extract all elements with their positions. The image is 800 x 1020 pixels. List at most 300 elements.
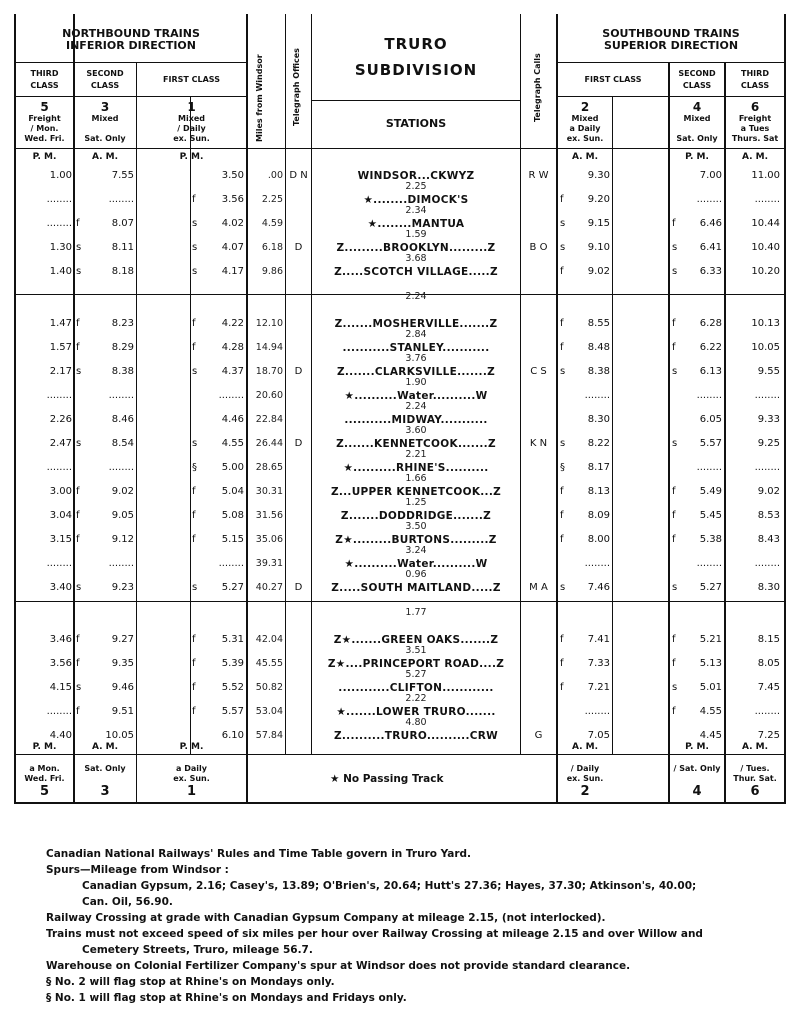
train-t1-foot-days: a Daily (176, 764, 207, 773)
train-t4-foot-days: / Sat. Only (673, 764, 721, 773)
train-4-time: ........ (696, 194, 722, 205)
note-warehouse-clearance: Warehouse on Colonial Fertilizer Company's spur at Windsor does not provide standard clearance. (46, 960, 631, 972)
train-t6-foot-number: 6 (750, 784, 760, 799)
train-t6-foot-days2: Thur. Sat. (733, 774, 777, 783)
train-5-time: ........ (46, 218, 72, 229)
train-1-flag: f (192, 682, 196, 693)
train-1-time: 5.15 (221, 534, 244, 545)
train-2-time: 9.02 (587, 266, 610, 277)
mileage: 40.27 (255, 582, 283, 593)
station-distance: 2.21 (405, 449, 427, 460)
train-4-time: 6.33 (699, 266, 722, 277)
train-5-time: 2.47 (49, 438, 72, 449)
train-3-time: 9.27 (111, 634, 134, 645)
train-t2-type: Mixed (571, 114, 599, 123)
train-4-time: 7.00 (699, 170, 722, 181)
train-4-time: ........ (696, 390, 722, 401)
train-6-time: 10.13 (751, 318, 780, 329)
train-3-flag: f (76, 706, 80, 717)
no-passing-legend: ★ No Passing Track (330, 773, 444, 785)
train-1-time: 5.00 (221, 462, 244, 473)
station-name: Z.......MOSHERVILLE.......Z (334, 318, 498, 330)
train-4-flag: s (672, 582, 678, 593)
station-distance: 2.25 (405, 181, 427, 192)
note-speed-limit: Trains must not exceed speed of six miles per hour over Railway Crossing at mileage 2.15 and over Willow and (46, 928, 703, 940)
train-t2-time-bottom: A. M. (571, 742, 599, 752)
train-5-time: 4.15 (49, 682, 72, 693)
train-1-flag: s (192, 366, 198, 377)
train-1-flag: s (192, 218, 198, 229)
train-t3-number: 3 (100, 100, 110, 114)
train-2-flag: f (560, 534, 564, 545)
train-6-time: 7.45 (757, 682, 780, 693)
train-3-flag: f (76, 658, 80, 669)
train-2-time: 7.05 (587, 730, 610, 741)
train-1-time: 5.08 (221, 510, 244, 521)
train-t3-foot-days: Sat. Only (84, 764, 126, 773)
train-1-flag: s (192, 242, 198, 253)
train-2-time: 9.30 (587, 170, 610, 181)
train-t1-days: / Daily (177, 124, 206, 133)
train-2-flag: f (560, 658, 564, 669)
train-t3-days2: Sat. Only (84, 134, 126, 143)
south-first-class: FIRST CLASS (584, 75, 642, 84)
telegraph-call: R W (528, 170, 549, 181)
train-t6-time-bottom: A. M. (741, 742, 769, 752)
train-5-time: 2.17 (49, 366, 72, 377)
train-t2-foot-days: / Daily (570, 764, 600, 773)
mileage: 35.06 (255, 534, 283, 545)
train-2-time: 8.30 (587, 414, 610, 425)
train-4-time: ........ (696, 558, 722, 569)
train-5-time: 1.40 (49, 266, 72, 277)
train-5-time: 1.57 (49, 342, 72, 353)
train-4-time: 6.41 (699, 242, 722, 253)
train-t1-foot-number: 1 (186, 784, 197, 799)
train-4-flag: s (672, 266, 678, 277)
mileage: 20.60 (255, 390, 283, 401)
mileage: 12.10 (255, 318, 283, 329)
notes-section (46, 846, 786, 1006)
train-5-time: ........ (46, 706, 72, 717)
train-4-time: 6.05 (699, 414, 722, 425)
train-3-flag: f (76, 510, 80, 521)
station-name: ............CLIFTON............ (338, 682, 494, 694)
note-spurs-list-cont: Can. Oil, 56.90. (82, 896, 173, 908)
train-3-time: 8.29 (111, 342, 134, 353)
telegraph-call: G (534, 730, 543, 741)
train-4-flag: f (672, 634, 676, 645)
train-3-time: 9.23 (111, 582, 134, 593)
train-t1-time-bottom: P. M. (179, 742, 204, 752)
train-t5-type: Freight (28, 114, 61, 123)
train-6-time: 10.20 (751, 266, 780, 277)
train-1-time: 3.50 (221, 170, 244, 181)
mileage: 57.84 (255, 730, 283, 741)
train-4-time: 5.21 (699, 634, 722, 645)
train-4-flag: f (672, 486, 676, 497)
train-4-time: 5.45 (699, 510, 722, 521)
north-first-class: FIRST CLASS (163, 75, 220, 84)
station-name: ★........MANTUA (367, 218, 465, 230)
mileage: 2.25 (261, 194, 283, 205)
train-3-flag: s (76, 266, 82, 277)
mileage: 28.65 (255, 462, 283, 473)
train-2-flag: f (560, 510, 564, 521)
note-spurs-list: Canadian Gypsum, 2.16; Casey's, 13.89; O'Brien's, 20.64; Hutt's 27.36; Hayes, 37.30; Atkinson's, 40.00; (82, 880, 697, 892)
train-t2-number: 2 (580, 100, 590, 114)
table-bottom-rule (14, 802, 786, 804)
mileage: 42.04 (255, 634, 283, 645)
train-2-time: 8.22 (587, 438, 610, 449)
train-2-time: ........ (584, 706, 610, 717)
station-distance: 1.59 (405, 229, 427, 240)
train-5-time: 1.30 (49, 242, 72, 253)
train-2-flag: § (560, 462, 565, 473)
train-t4-foot-number: 4 (692, 784, 702, 799)
train-t4-days2: Sat. Only (676, 134, 718, 143)
train-5-time: 3.00 (49, 486, 72, 497)
station-name: Z.......DODDRIDGE.......Z (340, 510, 492, 522)
train-4-time: 4.45 (699, 730, 722, 741)
train-3-time: ........ (108, 194, 134, 205)
train-4-time: 6.22 (699, 342, 722, 353)
train-2-time: 8.13 (587, 486, 610, 497)
stations-header: STATIONS (385, 117, 447, 130)
train-6-time: ........ (754, 390, 780, 401)
train-4-flag: s (672, 242, 678, 253)
station-name: Z.......CLARKSVILLE.......Z (336, 366, 496, 378)
station-name: ★.......LOWER TRURO....... (336, 706, 496, 718)
train-3-time: 10.05 (105, 730, 134, 741)
south-second-class: SECOND CLASS (678, 69, 716, 90)
train-6-time: ........ (754, 462, 780, 473)
train-t5-time-top: P. M. (32, 152, 57, 162)
station-distance: 2.34 (405, 205, 427, 216)
train-1-flag: f (192, 486, 196, 497)
miles-header: Miles from Windsor (255, 54, 264, 142)
train-5-time: ........ (46, 194, 72, 205)
train-5-time: 1.00 (49, 170, 72, 181)
train-1-time: 4.22 (221, 318, 244, 329)
train-t1-days2: ex. Sun. (173, 134, 210, 143)
station-name: Z★.......GREEN OAKS.......Z (333, 634, 499, 646)
north-third-class: THIRD CLASS (30, 69, 59, 90)
train-t6-number: 6 (750, 100, 760, 114)
train-3-time: 7.55 (111, 170, 134, 181)
train-1-time: 5.31 (221, 634, 244, 645)
train-2-time: 7.33 (587, 658, 610, 669)
train-t1-type: Mixed (177, 114, 205, 123)
train-2-flag: s (560, 582, 566, 593)
station-name: ★..........RHINE'S.......... (343, 462, 489, 474)
train-t2-time-top: A. M. (571, 152, 599, 162)
train-4-time: 5.01 (699, 682, 722, 693)
train-6-time: 9.25 (757, 438, 780, 449)
train-5-time: 3.40 (49, 582, 72, 593)
station-distance: 3.68 (405, 253, 427, 264)
train-2-time: 9.10 (587, 242, 610, 253)
train-2-time: 8.55 (587, 318, 610, 329)
train-5-time: 3.04 (49, 510, 72, 521)
train-1-time: 4.17 (221, 266, 244, 277)
station-name: WINDSOR...CKWYZ (357, 170, 475, 182)
train-t2-foot-number: 2 (580, 784, 590, 799)
train-t6-days: a Tues (740, 124, 770, 133)
train-t2-foot-days2: ex. Sun. (566, 774, 604, 783)
train-4-time: ........ (696, 462, 722, 473)
train-2-flag: f (560, 486, 564, 497)
train-3-time: ........ (108, 558, 134, 569)
train-1-flag: § (192, 462, 197, 473)
frame-right (784, 14, 786, 804)
telegraph-office: D (294, 438, 303, 449)
train-3-time: 9.46 (111, 682, 134, 693)
mileage: 22.84 (255, 414, 283, 425)
train-1-time: 6.10 (221, 730, 244, 741)
train-1-flag: s (192, 266, 198, 277)
train-1-time: 4.46 (221, 414, 244, 425)
train-3-flag: f (76, 534, 80, 545)
train-3-time: 8.38 (111, 366, 134, 377)
north-second-class: SECOND CLASS (86, 69, 124, 90)
train-4-time: 5.38 (699, 534, 722, 545)
train-5-time: ........ (46, 390, 72, 401)
train-t5-foot-number: 5 (39, 784, 50, 799)
train-2-time: 8.38 (587, 366, 610, 377)
train-3-time: 8.23 (111, 318, 134, 329)
train-6-time: 8.53 (757, 510, 780, 521)
mileage: 30.31 (255, 486, 283, 497)
station-distance: 2.22 (405, 693, 427, 704)
train-2-flag: f (560, 318, 564, 329)
station-name: ...........STANLEY........... (342, 342, 490, 354)
station-name: Z.......KENNETCOOK.......Z (336, 438, 496, 450)
train-4-flag: f (672, 706, 676, 717)
station-name: Z★.........BURTONS.........Z (335, 534, 497, 546)
train-2-flag: f (560, 266, 564, 277)
station-name: ★..........Water..........W (344, 558, 488, 570)
train-t1-time-top: P. M. (179, 152, 204, 162)
train-3-time: 9.12 (111, 534, 134, 545)
train-3-flag: s (76, 242, 82, 253)
train-6-time: 8.43 (757, 534, 780, 545)
train-3-time: 8.07 (111, 218, 134, 229)
station-distance: 1.66 (405, 473, 427, 484)
train-4-time: 6.28 (699, 318, 722, 329)
train-4-time: 4.55 (699, 706, 722, 717)
station-distance: 4.80 (405, 717, 427, 728)
train-4-flag: f (672, 342, 676, 353)
train-6-time: 8.30 (757, 582, 780, 593)
train-5-time: 2.26 (49, 414, 72, 425)
train-2-flag: f (560, 682, 564, 693)
train-6-time: 10.05 (751, 342, 780, 353)
train-3-time: 9.35 (111, 658, 134, 669)
station-distance: 2.24 (405, 291, 427, 302)
train-6-time: 10.40 (751, 242, 780, 253)
mileage: 26.44 (255, 438, 283, 449)
station-distance: 3.24 (405, 545, 427, 556)
train-t2-days: a Daily (569, 124, 601, 133)
train-6-time: ........ (754, 706, 780, 717)
train-3-flag: s (76, 682, 82, 693)
train-1-flag: f (192, 342, 196, 353)
train-3-flag: f (76, 486, 80, 497)
south-third-class: THIRD CLASS (740, 69, 770, 90)
train-1-time: 5.39 (221, 658, 244, 669)
train-2-time: 9.15 (587, 218, 610, 229)
mileage: 6.18 (261, 242, 283, 253)
station-distance: 2.24 (405, 401, 427, 412)
telegraph-call: B O (529, 242, 548, 253)
train-2-time: 8.48 (587, 342, 610, 353)
train-1-time: 4.28 (221, 342, 244, 353)
train-1-time: 4.02 (221, 218, 244, 229)
telegraph-office: D (294, 242, 303, 253)
train-6-time: ........ (754, 558, 780, 569)
train-6-time: 10.44 (751, 218, 780, 229)
train-t6-time-top: A. M. (741, 152, 769, 162)
station-distance: 1.77 (405, 607, 427, 618)
train-3-time: ........ (108, 390, 134, 401)
train-2-time: 8.17 (587, 462, 610, 473)
mileage: 45.55 (255, 658, 283, 669)
mileage: 18.70 (255, 366, 283, 377)
mileage: 14.94 (255, 342, 283, 353)
train-t6-days2: Thurs. Sat (731, 134, 779, 143)
train-3-time: 8.11 (111, 242, 134, 253)
train-3-time: 8.46 (111, 414, 134, 425)
train-6-time: 8.15 (757, 634, 780, 645)
station-name: ★..........Water..........W (344, 390, 488, 402)
station-distance: 3.60 (405, 425, 427, 436)
train-1-time: 4.55 (221, 438, 244, 449)
train-t4-time-bottom: P. M. (685, 742, 709, 752)
train-t3-time-top: A. M. (91, 152, 119, 162)
train-3-flag: s (76, 438, 82, 449)
station-distance: 1.25 (405, 497, 427, 508)
train-2-flag: f (560, 342, 564, 353)
station-name: Z★....PRINCEPORT ROAD....Z (327, 658, 505, 670)
train-6-time: 7.25 (757, 730, 780, 741)
telegraph-offices-header: Telegraph Offices (292, 48, 301, 126)
train-2-time: 8.00 (587, 534, 610, 545)
southbound-title: SOUTHBOUND TRAINS (602, 27, 740, 40)
station-name: ★........DIMOCK'S (363, 194, 469, 206)
train-4-time: 5.13 (699, 658, 722, 669)
note-speed-limit-cont: Cemetery Streets, Truro, mileage 56.7. (82, 944, 313, 956)
mileage: 9.86 (261, 266, 283, 277)
telegraph-office: D (294, 582, 303, 593)
train-3-time: 9.02 (111, 486, 134, 497)
train-t4-time-top: P. M. (685, 152, 709, 162)
train-2-flag: s (560, 438, 566, 449)
station-name: Z.....SCOTCH VILLAGE.....Z (334, 266, 498, 278)
train-t5-time-bottom: P. M. (32, 742, 57, 752)
train-3-flag: s (76, 366, 82, 377)
train-4-flag: s (672, 438, 678, 449)
train-2-time: 9.20 (587, 194, 610, 205)
mileage: 53.04 (255, 706, 283, 717)
station-distance: 3.76 (405, 353, 427, 364)
train-5-time: 3.15 (49, 534, 72, 545)
train-t6-type: Freight (738, 114, 772, 123)
train-1-time: 5.27 (221, 582, 244, 593)
train-3-time: 9.51 (111, 706, 134, 717)
train-4-time: 5.27 (699, 582, 722, 593)
train-4-time: 5.49 (699, 486, 722, 497)
train-4-flag: s (672, 366, 678, 377)
train-3-time: ........ (108, 462, 134, 473)
station-distance: 5.27 (405, 669, 427, 680)
train-6-time: ........ (754, 194, 780, 205)
train-5-time: 4.40 (49, 730, 72, 741)
note-railway-crossing: Railway Crossing at grade with Canadian Gypsum Company at mileage 2.15, (not interlocked). (46, 912, 606, 924)
train-5-time: 3.56 (49, 658, 72, 669)
train-1-time: 4.07 (221, 242, 244, 253)
station-name: Z..........TRURO..........CRW (333, 730, 498, 742)
mileage: 39.31 (255, 558, 283, 569)
train-6-time: 9.55 (757, 366, 780, 377)
northbound-subtitle: INFERIOR DIRECTION (66, 39, 196, 52)
telegraph-calls-header: Telegraph Calls (533, 53, 542, 122)
train-t5-number: 5 (40, 100, 49, 114)
mileage: 4.59 (261, 218, 283, 229)
train-1-time: ........ (218, 558, 244, 569)
train-5-time: 1.47 (49, 318, 72, 329)
subdivision-title: TRURO (384, 35, 448, 53)
telegraph-office: D N (289, 170, 308, 181)
train-t3-type: Mixed (91, 114, 119, 123)
subdivision-subtitle: SUBDIVISION (354, 61, 478, 79)
train-t3-foot-number: 3 (100, 784, 110, 799)
northbound-title: NORTHBOUND TRAINS (62, 27, 200, 40)
train-3-flag: f (76, 634, 80, 645)
train-3-time: 8.54 (111, 438, 134, 449)
train-4-time: 6.46 (699, 218, 722, 229)
train-1-time: 5.57 (221, 706, 244, 717)
train-4-flag: f (672, 534, 676, 545)
note-spurs-heading: Spurs—Mileage from Windsor : (46, 864, 229, 876)
train-1-flag: f (192, 318, 196, 329)
train-3-flag: f (76, 318, 80, 329)
train-t1-foot-days2: ex. Sun. (173, 774, 210, 783)
train-2-time: 7.41 (587, 634, 610, 645)
train-3-flag: f (76, 342, 80, 353)
mileage: .00 (267, 170, 283, 181)
train-2-flag: f (560, 634, 564, 645)
station-distance: 2.84 (405, 329, 427, 340)
train-1-flag: f (192, 634, 196, 645)
train-4-flag: f (672, 510, 676, 521)
station-name: Z.....SOUTH MAITLAND.....Z (331, 582, 501, 594)
telegraph-call: K N (529, 438, 548, 449)
train-2-flag: s (560, 242, 566, 253)
station-name: ...........MIDWAY........... (344, 414, 488, 426)
train-2-time: ........ (584, 390, 610, 401)
train-2-flag: s (560, 366, 566, 377)
train-1-flag: f (192, 706, 196, 717)
train-1-time: ........ (218, 390, 244, 401)
train-1-time: 4.37 (221, 366, 244, 377)
telegraph-office: D (294, 366, 303, 377)
train-5-time: ........ (46, 462, 72, 473)
station-name: Z...UPPER KENNETCOOK...Z (330, 486, 502, 498)
train-3-flag: s (76, 582, 82, 593)
station-distance: 0.96 (405, 569, 427, 580)
train-3-time: 8.18 (111, 266, 134, 277)
